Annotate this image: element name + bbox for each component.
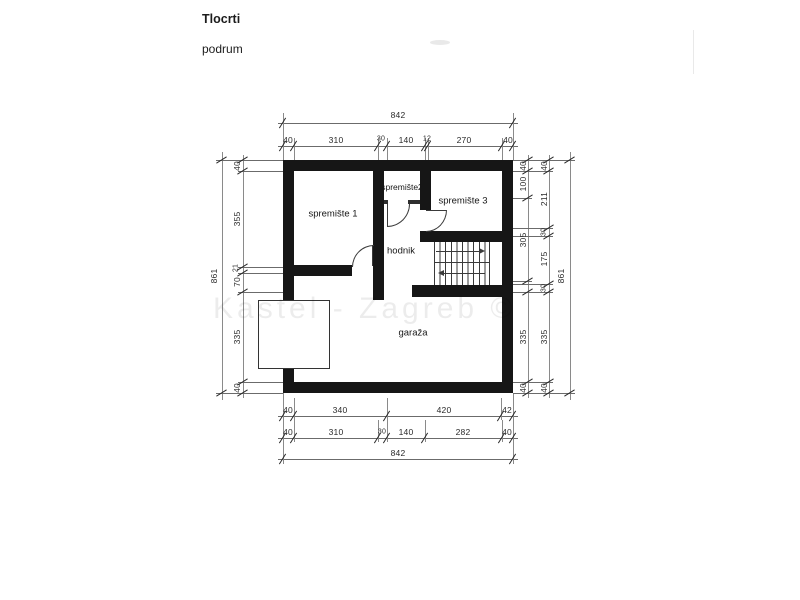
dim-label: 12 <box>422 135 432 143</box>
door-swing-spremiste3 <box>426 210 447 232</box>
dim-label: 270 <box>456 135 472 145</box>
extension-line <box>513 198 532 199</box>
wall-outer-bottom <box>283 382 513 393</box>
wall-outer-right <box>502 160 513 393</box>
dim-label: 30 <box>540 283 548 293</box>
dim-label: 21 <box>232 263 240 273</box>
page-subtitle: podrum <box>202 42 243 56</box>
dim-label: 861 <box>556 268 566 284</box>
dim-label: 861 <box>209 268 219 284</box>
dim-label: 40 <box>503 135 513 145</box>
wall-outer-top <box>283 160 513 171</box>
extension-line <box>549 155 550 398</box>
room-label-spremiste2: spremište2 <box>381 182 423 192</box>
dim-label: 100 <box>518 176 528 192</box>
extension-line <box>238 273 283 274</box>
dim-label: 842 <box>390 448 406 458</box>
room-label-garaza: garaža <box>398 327 428 339</box>
dim-label: 40 <box>518 161 528 171</box>
dim-label: 140 <box>398 135 414 145</box>
dim-label: 310 <box>328 427 344 437</box>
dim-label: 40 <box>502 427 512 437</box>
dim-label: 335 <box>518 329 528 345</box>
dim-label: 340 <box>332 405 348 415</box>
staircase <box>434 242 490 285</box>
door-swing-spremiste1 <box>352 245 374 267</box>
dimension-line <box>278 146 518 147</box>
dim-label: 40 <box>232 161 242 171</box>
dim-label: 355 <box>232 211 242 227</box>
dim-label: 40 <box>539 383 549 393</box>
dim-label: 305 <box>518 232 528 248</box>
dimension-line <box>216 160 283 161</box>
dim-label: 70 <box>232 277 242 287</box>
dimension-line <box>278 459 518 460</box>
dim-label: 42 <box>502 405 512 415</box>
dim-label: 30 <box>376 135 386 143</box>
dim-label: 40 <box>283 405 293 415</box>
wall-spremiste3-bottom <box>420 231 502 242</box>
extension-line <box>528 155 529 398</box>
extension-line <box>243 155 244 398</box>
dim-label: 40 <box>283 135 293 145</box>
extension-line <box>513 281 532 282</box>
room-label-hodnik: hodnik <box>387 245 415 257</box>
dim-label: 175 <box>539 251 549 267</box>
stair-arrow-up-head <box>479 248 485 254</box>
dim-label: 420 <box>436 405 452 415</box>
dim-label: 40 <box>232 383 242 393</box>
extension-line <box>570 152 571 400</box>
extension-line <box>238 171 283 172</box>
dim-label: 40 <box>539 161 549 171</box>
scan-artifact <box>693 30 694 74</box>
extension-line <box>425 420 426 442</box>
wall-spremiste1-bottom <box>283 265 352 276</box>
dim-label: 282 <box>455 427 471 437</box>
extension-line <box>238 267 283 268</box>
dim-label: 335 <box>539 329 549 345</box>
dimension-line <box>278 438 518 439</box>
dim-label: 335 <box>232 329 242 345</box>
dim-label: 310 <box>328 135 344 145</box>
stair-arrow-down-line <box>443 273 485 274</box>
scan-artifact <box>430 40 450 45</box>
dim-label: 40 <box>518 383 528 393</box>
dimension-line <box>216 393 283 394</box>
room-label-spremiste1: spremište 1 <box>308 208 358 220</box>
stair-landing-line <box>434 262 489 263</box>
extension-line <box>222 152 223 400</box>
dim-label: 211 <box>539 191 549 207</box>
dim-label: 30 <box>540 227 548 237</box>
stair-arrow-up-line <box>436 251 480 252</box>
watermark: Kastel - Zagreb © <box>213 292 517 325</box>
room-label-spremiste3: spremište 3 <box>438 195 488 207</box>
dim-label: 40 <box>283 427 293 437</box>
page-title: Tlocrti <box>202 12 241 26</box>
dimension-line <box>278 123 518 124</box>
dim-label: 30 <box>377 428 387 436</box>
door-swing-spremiste2 <box>387 204 410 227</box>
dim-label: 842 <box>390 110 406 120</box>
extension-line <box>238 382 283 383</box>
dimension-line <box>278 416 518 417</box>
dim-label: 140 <box>398 427 414 437</box>
stair-arrow-down-head <box>438 270 444 276</box>
